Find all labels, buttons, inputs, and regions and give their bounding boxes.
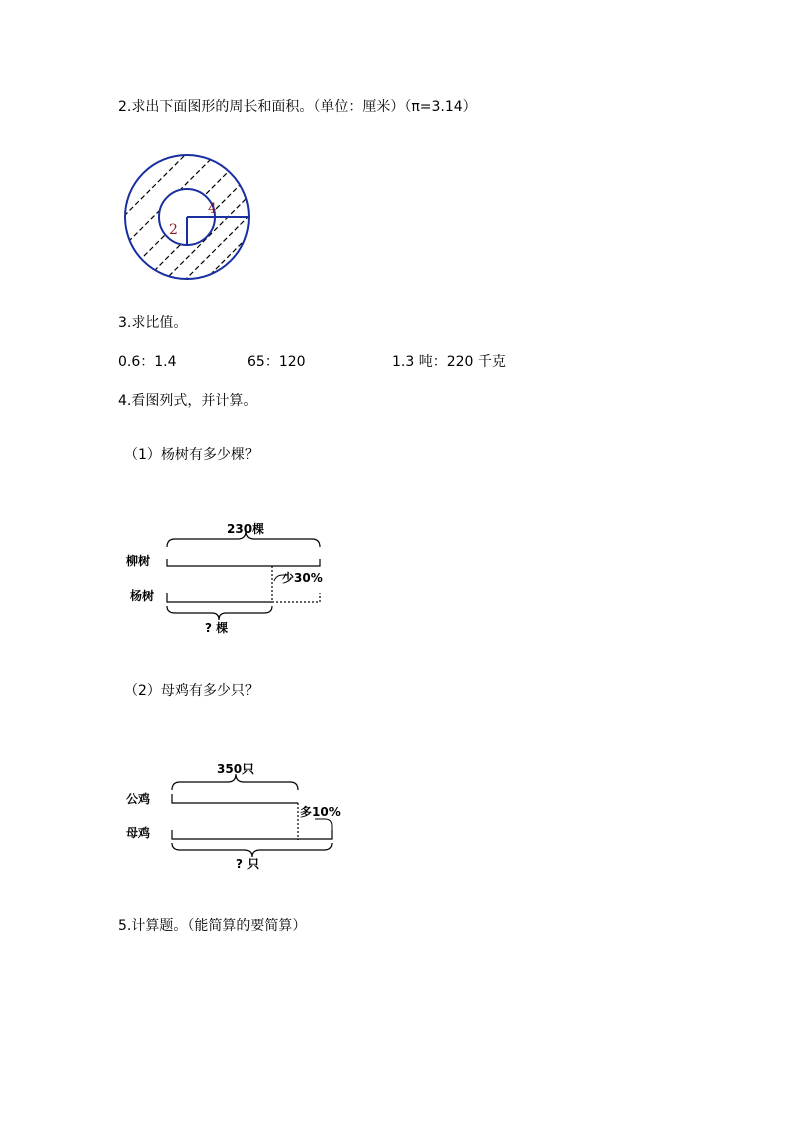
row2-label: 母鸡 (126, 826, 151, 840)
top-brace (172, 774, 298, 790)
willow-segment (167, 559, 320, 566)
outer-radius-label: 4 (208, 201, 217, 217)
q4-title: 4.看图列式，并计算。 (118, 393, 258, 409)
inner-radius-label: 2 (169, 222, 178, 238)
poplar-missing-part (272, 593, 320, 602)
ratio-1: 0.6：1.4 (118, 354, 177, 370)
diff-label: 多10% (300, 805, 341, 819)
row1-label: 柳树 (126, 554, 151, 568)
top-value-label: 230棵 (227, 522, 265, 536)
bottom-brace (172, 843, 332, 857)
hen-segment (172, 830, 332, 839)
unknown-label: ? 只 (236, 857, 260, 871)
rooster-segment (172, 794, 298, 803)
segment-diagram-rooster-hen (120, 760, 360, 875)
q4-sub2-question: （2）母鸡有多少只？ (124, 683, 259, 699)
diff-brace-right (315, 819, 332, 832)
top-value-label: 350只 (217, 762, 255, 776)
row1-label: 公鸡 (126, 792, 151, 806)
q3-title: 3.求比值。 (118, 315, 188, 331)
ratio-3: 1.3 吨：220 千克 (392, 354, 506, 370)
q5-title: 5.计算题。（能简算的要简算） (118, 918, 307, 934)
segment-diagram-willow-poplar (120, 515, 340, 640)
q2-title: 2.求出下面图形的周长和面积。（单位：厘米）（π=3.14） (118, 99, 477, 115)
bottom-brace (167, 606, 272, 620)
poplar-segment (167, 593, 272, 602)
q4-sub1-question: （1）杨树有多少棵？ (124, 447, 259, 463)
diff-label: 少30% (282, 571, 323, 585)
row2-label: 杨树 (130, 589, 155, 603)
ratio-2: 65：120 (247, 354, 306, 370)
annulus-figure (120, 150, 255, 285)
unknown-label: ? 棵 (205, 621, 229, 635)
